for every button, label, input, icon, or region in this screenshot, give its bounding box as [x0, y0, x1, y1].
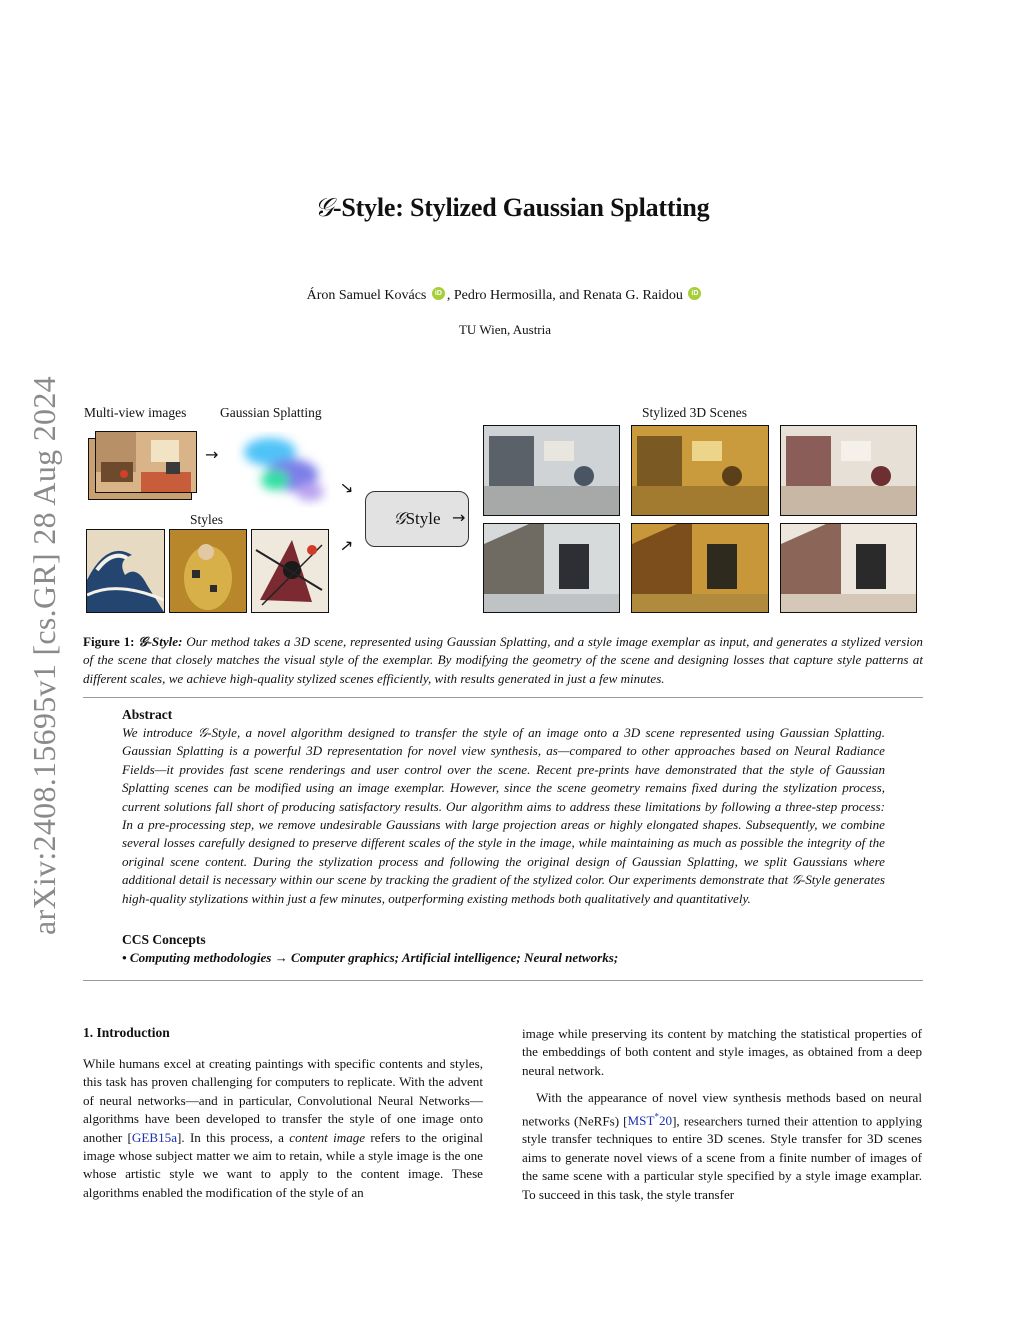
result-stairs-kandinsky: [780, 523, 917, 613]
result-stairs-wave: [483, 523, 620, 613]
divider: [83, 697, 923, 698]
arxiv-stamp: arXiv:2408.15695v1 [cs.GR] 28 Aug 2024: [26, 376, 62, 935]
paragraph: With the appearance of novel view synthesis methods based on neural networks (NeRFs) [MST*20], researchers turned their attention to applying style transfer techniques to entire 3D scenes. Style transfer for 3D scenes aims to generate novel views of a scene from a finite number of images of the same scene with a particular style specified by a style image examplar. To succeed in this task, the style transfer: [522, 1090, 923, 1202]
paper-title: 𝒢-Style: Stylized Gaussian Splatting: [314, 193, 710, 222]
result-room-kandinsky: [780, 425, 917, 516]
style-image-kiss: [169, 529, 247, 613]
paragraph: image while preserving its content by matching the statistical properties of the embeddings of both content and style images, as obtained from a deep neural network.: [522, 1026, 922, 1078]
ccs-concepts: • Computing methodologies → Computer graphics; Artificial intelligence; Neural networks;: [122, 950, 619, 965]
citation-link[interactable]: GEB15a: [131, 1129, 178, 1145]
gaussian-splat-image: [230, 420, 330, 510]
abstract-heading: Abstract: [122, 707, 173, 722]
result-room-kiss: [631, 425, 769, 516]
section-heading: 1. Introduction: [83, 1025, 170, 1040]
arrow-right-icon: →: [205, 445, 219, 464]
figure-caption: Figure 1: 𝒢-Style: Our method takes a 3D scene, represented using Gaussian Splatting, and a style image exemplar as input, and generates a stylized version of the scene that closely matches the visual style of the exemplar. By modifying the geometry of the scene and designing losses that capture style patterns at different scales, we achieve high-quality stylized scenes efficiently, with results generated in just a few minutes.: [83, 634, 923, 686]
affiliation: TU Wien, Austria: [458, 322, 552, 337]
arrow-up-right-icon: →: [335, 534, 358, 558]
arrow-right-icon: →: [452, 508, 466, 527]
g-glyph: 𝒢: [314, 193, 333, 222]
label-stylized: Stylized 3D Scenes: [642, 405, 747, 420]
style-image-kandinsky: [251, 529, 329, 613]
arrow-down-right-icon: →: [335, 476, 359, 500]
result-room-wave: [483, 425, 620, 516]
result-stairs-kiss: [631, 523, 769, 613]
abstract-body: We introduce 𝒢-Style, a novel algorithm designed to transfer the style of an image onto a 3D scene represented using Gaussian Splatting. Gaussian Splatting is a powerful 3D representation for novel view synthesis, as—compared to other approaches based on Neural Radiance Fields—it provides fast scene renderings and user control over the scene. Recent pre-prints have demonstrated that the style of Gaussian Splatting scenes can be modified using an image exemplar. However, since the scene geometry remains fixed during the stylization process, current solutions fall short of producing satisfactory results. Our algorithm aims to address these limitations by following a three-step process: In a pre-processing step, we remove undesirable Gaussians with large projection areas or highly elongated shapes. Subsequently, we combine several losses carefully designed to preserve different scales of the style in the image, while maintaining as much as possible the integrity of the original scene content. During the stylization process and following the original design of Gaussian Splatting, we split Gaussians where additional detail is necessary within our scene by tracking the gradient of the stylized color. Our experiments demonstrate that 𝒢-Style generates high-quality stylizations within just a few minutes, outperforming existing methods both qualitatively and quantitatively.: [122, 725, 885, 906]
label-styles: Styles: [190, 512, 224, 527]
label-multiview: Multi-view images: [84, 405, 187, 420]
right-column: [522, 1025, 922, 1204]
paragraph: While humans excel at creating paintings with specific contents and styles, this task has proven challenging for computers to replicate. With the advent of neural networks—and in particular, Convolutional Neural Networks—algorithms have been developed to transfer the style of one image onto another [GEB15a]. In this process, a content image refers to the original image whose subject matter we aim to retain, while a style image is the one whose artistic style we want to apply to the content image. These algorithms enabled the modification of the style of an: [83, 1056, 483, 1200]
multiview-image: [95, 431, 197, 493]
label-gaussian: Gaussian Splatting: [220, 405, 322, 420]
orcid-icon[interactable]: iD: [688, 287, 701, 300]
author-list: Áron Samuel Kovács iD , Pedro Hermosilla, and Renata G. Raidou iD: [0, 287, 1010, 304]
g-style-box: 𝒢Style: [365, 491, 469, 547]
citation-link[interactable]: MST*20: [627, 1111, 673, 1128]
ccs-heading: CCS Concepts: [122, 932, 206, 947]
orcid-icon[interactable]: iD: [432, 287, 445, 300]
divider: [83, 980, 923, 981]
left-column: [83, 1055, 483, 1202]
style-image-wave: [86, 529, 165, 613]
